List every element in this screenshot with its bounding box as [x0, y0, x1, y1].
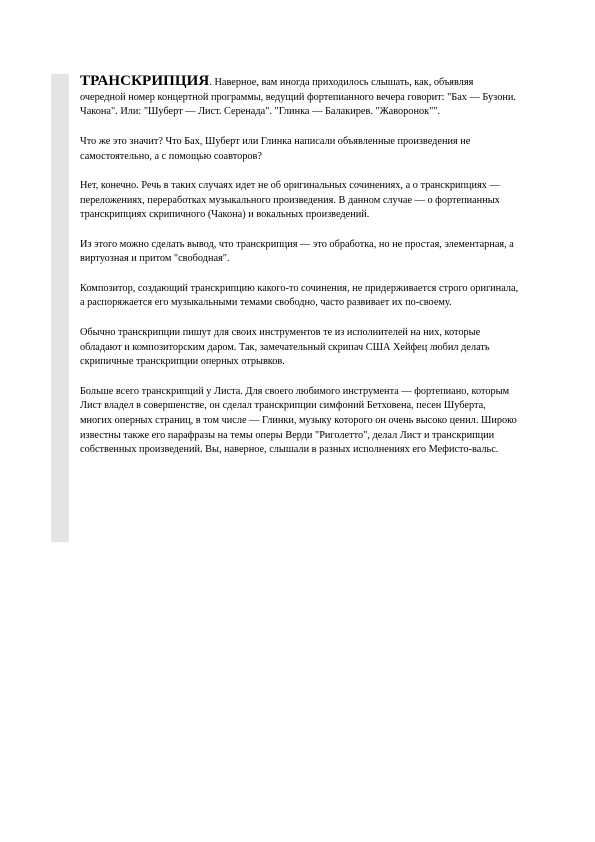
- document-body: [80, 74, 520, 473]
- title-term: ТРАНСКРИПЦИЯ: [80, 73, 210, 89]
- paragraph: Из этого можно сделать вывод, что транскрипция — это обработка, но не простая, элементарная, а виртуозная и притом "свободная".: [80, 238, 514, 265]
- paragraph: Нет, конечно. Речь в таких случаях идет не об оригинальных сочинениях, а о транскрипциях — переложениях, переработках музыкального произведения. В данном случае — о фортепианных транскрипциях скрипичного (Чакона) и вокальных произведений.: [80, 179, 500, 221]
- paragraph-intro: [80, 74, 520, 120]
- paragraph-intro-text: . Наверное, вам иногда приходилось слышать, как, объявляя очередной номер концертной программы, ведущий фортепианного вечера говорит: "Бах — Бузони. Чакона". Или: "Шуберт — Лист. Серенада". "Глинка — Балакирев. "Жаворонок"".: [80, 77, 516, 118]
- paragraph: Что же это значит? Что Бах, Шуберт или Глинка написали объявленные произведения не самостоятельно, а с помощью соавторов?: [80, 135, 471, 162]
- paragraph: Обычно транскрипции пишут для своих инструментов те из исполнителей на них, которые обладают и композиторским даром. Так, замечательный скрипач США Хейфец любил делать скрипичные транскрипции оперных отрывков.: [80, 326, 490, 368]
- paragraph: Композитор, создающий транскрипцию какого-то сочинения, не придерживается строго оригинала, а распоряжается его музыкальными темами свободно, часто развивает их по-своему.: [80, 282, 519, 309]
- paragraph: Больше всего транскрипций у Листа. Для своего любимого инструмента — фортепиано, которым Лист владел в совершенстве, он сделал транскрипции симфоний Бетховена, песен Шуберта, многих оперных страниц, в том числе — Глинки, музыку которого он очень высоко ценил. Широко известны также его парафразы на темы оперы Верди "Риголетто", делал Лист и транскрипции собственных произведений. Вы, наверное, слышали в разных исполнениях его Мефисто-вальс.: [80, 385, 517, 456]
- margin-sidebar: [51, 74, 69, 542]
